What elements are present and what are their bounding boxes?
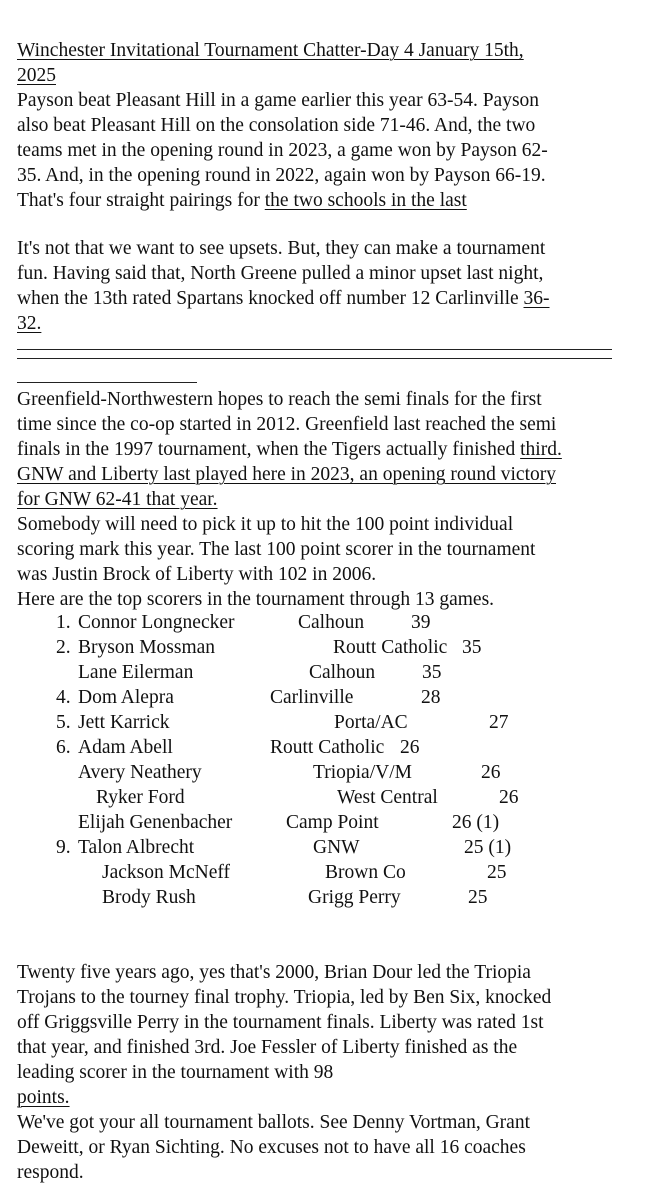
text-line: Greenfield-Northwestern hopes to reach the semi finals for the first: [17, 389, 542, 410]
scorer-team: Grigg Perry: [308, 887, 401, 908]
scorer-points: 26: [499, 787, 519, 808]
scorer-name: Connor Longnecker: [78, 612, 235, 633]
heading-line-1: Winchester Invitational Tournament Chatter-Day 4 January 15th,: [17, 40, 524, 61]
text-line: Trojans to the tourney final trophy. Triopia, led by Ben Six, knocked: [17, 987, 552, 1008]
scorer-points: 26 (1): [452, 812, 500, 833]
scorer-team: Routt Catholic: [270, 737, 385, 758]
text-line: Here are the top scorers in the tournament through 13 games.: [17, 589, 495, 610]
scorer-name: Elijah Genenbacher: [78, 812, 233, 833]
scorer-name: Ryker Ford: [96, 787, 185, 808]
text-line: We've got your all tournament ballots. See Denny Vortman, Grant: [17, 1112, 530, 1133]
text-line: Deweitt, or Ryan Sichting. No excuses not to have all 16 coaches: [17, 1137, 526, 1158]
text-segment: when the 13th rated Spartans knocked off number 12 Carlinville: [17, 288, 524, 309]
text-line: Somebody will need to pick it up to hit the 100 point individual: [17, 514, 514, 535]
scorer-rank: 9.: [56, 837, 71, 858]
text-line: 35. And, in the opening round in 2022, again won by Payson 66-19.: [17, 165, 546, 186]
scorer-team: Porta/AC: [334, 712, 408, 733]
text-line: also beat Pleasant Hill on the consolation side 71-46. And, the two: [17, 115, 536, 136]
scorer-team: Calhoun: [309, 662, 376, 683]
underlined-text: 36-: [523, 288, 550, 309]
underlined-line: GNW and Liberty last played here in 2023, an opening round victory: [17, 464, 557, 485]
text-line: off Griggsville Perry in the tournament finals. Liberty was rated 1st: [17, 1012, 544, 1033]
text-line: [17, 311, 657, 336]
text-line: was Justin Brock of Liberty with 102 in 2006.: [17, 564, 377, 585]
scorer-name: Jett Karrick: [78, 712, 170, 733]
scorer-rank: 6.: [56, 737, 71, 758]
text-line: teams met in the opening round in 2023, a game won by Payson 62-: [17, 140, 548, 161]
scorer-name: Brody Rush: [102, 887, 196, 908]
article-heading: [17, 38, 657, 88]
paragraph-payson: [17, 88, 657, 213]
scorer-team: Carlinville: [270, 687, 354, 708]
text-line: fun. Having said that, North Greene pulled a minor upset last night,: [17, 263, 544, 284]
underlined-text: the two schools in the last: [264, 190, 467, 211]
scorer-points: 28: [421, 687, 441, 708]
underlined-line: points.: [17, 1087, 70, 1108]
underlined-text: 32.: [17, 313, 42, 334]
heading-line-2: 2025: [17, 65, 56, 86]
text-line: [17, 437, 657, 462]
scorer-points: 26: [481, 762, 501, 783]
text-segment: finals in the 1997 tournament, when the Tigers actually finished: [17, 439, 521, 460]
scorer-team: Brown Co: [325, 862, 406, 883]
underlined-line: for GNW 62-41 that year.: [17, 489, 218, 510]
scorer-rank: 1.: [56, 612, 71, 633]
scorer-team: GNW: [313, 837, 360, 858]
scorer-name: Jackson McNeff: [102, 862, 230, 883]
text-line: leading scorer in the tournament with 98: [17, 1062, 334, 1083]
scorer-rank: 4.: [56, 687, 71, 708]
scorer-points: 39: [411, 612, 431, 633]
scorer-points: 25: [487, 862, 507, 883]
text-line: scoring mark this year. The last 100 point scorer in the tournament: [17, 539, 536, 560]
scorer-team: Camp Point: [286, 812, 379, 833]
scorer-points: 27: [489, 712, 509, 733]
scorer-team: Triopia/V/M: [313, 762, 412, 783]
divider-line: [17, 358, 612, 359]
scorer-rank: 5.: [56, 712, 71, 733]
scorer-name: Bryson Mossman: [78, 637, 216, 658]
text-line: [17, 188, 657, 213]
divider-line: [17, 349, 612, 350]
divider-line-short: [17, 382, 197, 383]
scorer-points: 35: [422, 662, 442, 683]
text-line: Payson beat Pleasant Hill in a game earlier this year 63-54. Payson: [17, 90, 540, 111]
text-line: time since the co-op started in 2012. Greenfield last reached the semi: [17, 414, 557, 435]
paragraph-history: [17, 960, 657, 1110]
scorer-name: Talon Albrecht: [78, 837, 195, 858]
scorer-name: Lane Eilerman: [78, 662, 194, 683]
scorer-team: Calhoun: [298, 612, 365, 633]
text-line: that year, and finished 3rd. Joe Fessler of Liberty finished as the: [17, 1037, 518, 1058]
scorer-points: 35: [462, 637, 482, 658]
scorer-team: Routt Catholic: [333, 637, 448, 658]
underlined-text: third.: [520, 439, 562, 460]
paragraph-upsets: [17, 236, 657, 336]
scorer-team: West Central: [337, 787, 438, 808]
text-line: [17, 286, 657, 311]
text-line: Twenty five years ago, yes that's 2000, Brian Dour led the Triopia: [17, 962, 531, 983]
scorer-name: Avery Neathery: [78, 762, 202, 783]
scorer-name: Adam Abell: [78, 737, 173, 758]
scorer-name: Dom Alepra: [78, 687, 174, 708]
scorer-rank: 2.: [56, 637, 71, 658]
scorer-points: 25 (1): [464, 837, 512, 858]
scorer-points: 26: [400, 737, 420, 758]
paragraph-greenfield: [17, 387, 657, 612]
scorer-points: 25: [468, 887, 488, 908]
paragraph-ballots: [17, 1110, 657, 1185]
text-segment: That's four straight pairings for: [17, 190, 265, 211]
text-line: respond.: [17, 1162, 84, 1183]
text-line: It's not that we want to see upsets. But, they can make a tournament: [17, 238, 546, 259]
